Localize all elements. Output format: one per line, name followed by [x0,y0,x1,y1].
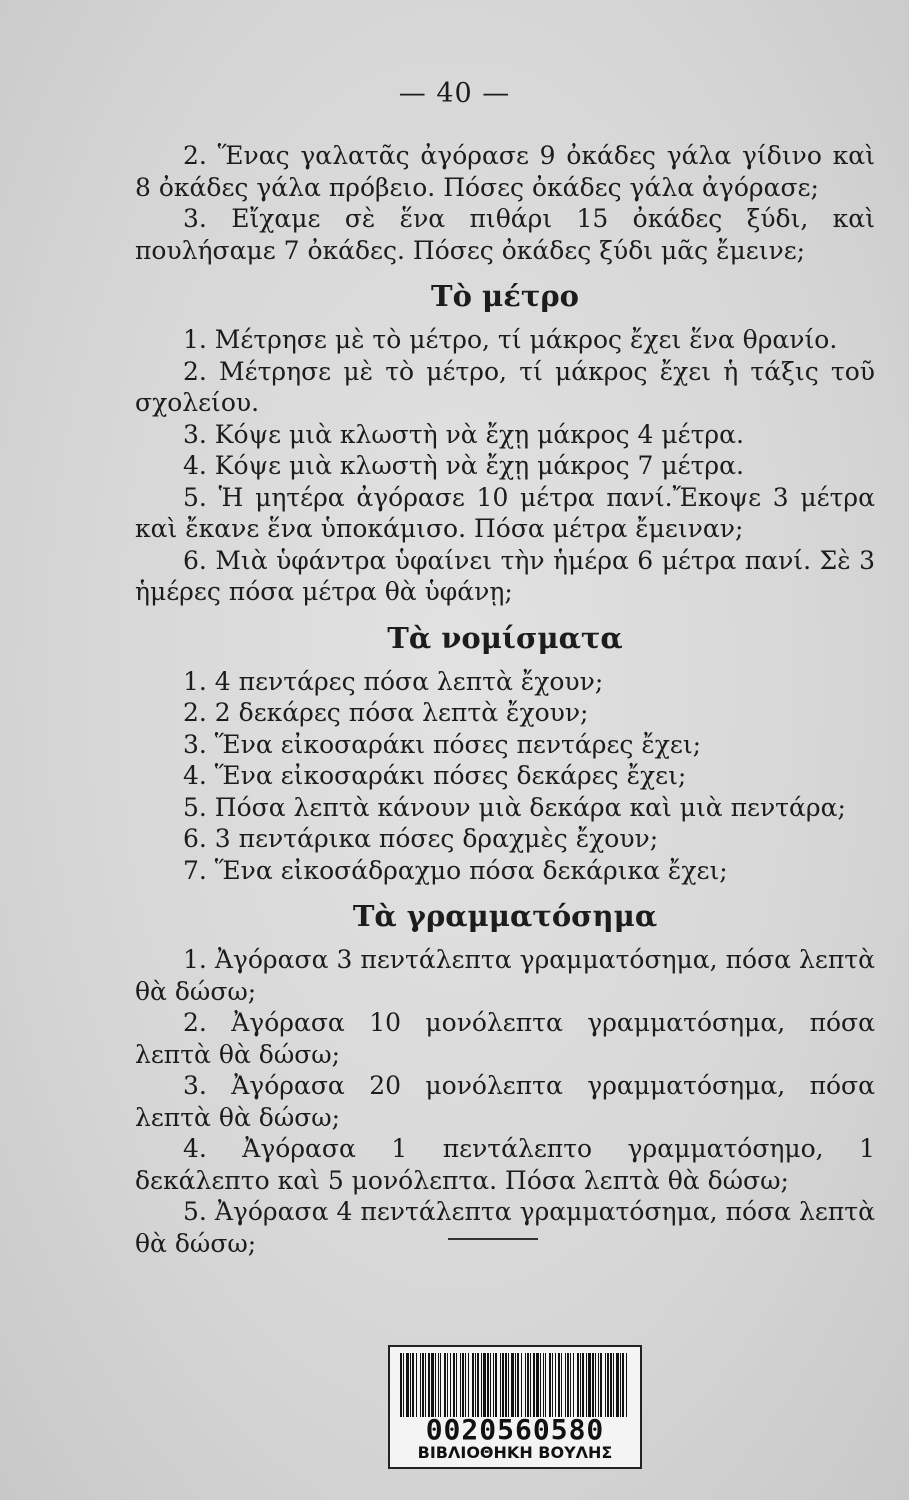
barcode-bar [598,1353,599,1417]
barcode-bar [570,1353,571,1417]
barcode-bar [444,1353,446,1417]
end-rule [448,1238,538,1240]
barcode-bar [586,1353,587,1417]
exercise-item: 5. Πόσα λεπτὰ κάνουν μιὰ δεκάρα καὶ μιὰ πεντάρα; [183,792,846,822]
section-heading-grammatosima: Τὰ γραμματόσημα [352,899,658,933]
exercise-item: 3. Ἕνα εἰκοσαράκι πόσες πεντάρες ἔχει; [183,729,702,759]
barcode-bar [462,1353,464,1417]
barcode-bar [400,1353,402,1417]
barcode-bar [533,1353,535,1417]
exercise-item: 3. Κόψε μιὰ κλωστὴ νὰ ἔχῃ μάκρος 4 μέτρα. [183,419,744,449]
exercise-item: 4. Ἕνα εἰκοσαράκι πόσες δεκάρες ἔχει; [183,761,687,790]
barcode-bar [438,1353,439,1417]
page-content [135,140,875,1259]
barcode-bar [527,1353,529,1417]
page-number: — 40 — [398,78,511,109]
barcode-bar [565,1353,566,1417]
barcode-bar [475,1353,476,1417]
exercise-item: 1. Ἀγόρασα 3 πεντάλεπτα γραμματόσημα, πόσα λεπτὰ θὰ δώσω; [135,945,875,1006]
barcode-bar [605,1353,606,1417]
barcode-bar [450,1353,451,1417]
stamp-number: 0020560580 [425,1413,605,1446]
exercise-item: 2. 2 δεκάρες πόσα λεπτὰ ἔχουν; [183,698,589,727]
barcode-bar [607,1353,609,1417]
barcode-bar [595,1353,596,1417]
barcode-bar [487,1353,489,1417]
barcode-bar [517,1353,519,1417]
barcode-bar [588,1353,591,1417]
barcode-bar [573,1353,574,1417]
exercise-item: 2. Μέτρησε μὲ τὸ μέτρο, τί μάκρος ἔχει ἡ τάξις τοῦ σχολείου. [135,356,875,417]
exercise-item: 7. Ἕνα εἰκοσάδραχμο πόσα δεκάρικα ἔχει; [183,855,728,885]
barcode-bar [561,1353,562,1417]
exercise-item: 1. 4 πεντάρες πόσα λεπτὰ ἔχουν; [183,666,604,696]
barcode-bar [545,1353,546,1417]
barcode-bar [616,1353,619,1417]
barcode-bar [425,1353,426,1417]
barcode-bar [420,1353,421,1417]
barcode-icon [398,1353,632,1417]
intro-paragraph: 2. Ἕνας γαλατᾶς ἀγόρασε 9 ὀκάδες γάλα γίδινο καὶ 8 ὀκάδες γάλα πρόβειο. Πόσες ὀκάδες γάλα ἀγόρασε; [135,141,875,202]
barcode-bar [500,1353,501,1417]
exercise-item: 1. Μέτρησε μὲ τὸ μέτρο, τί μάκρος ἔχει ἕνα θρανίο. [183,325,838,354]
barcode-bar [505,1353,507,1417]
barcode-bar [447,1353,448,1417]
barcode-bar [502,1353,504,1417]
barcode-bar [508,1353,509,1417]
barcode-bar [456,1353,457,1417]
barcode-bar [495,1353,497,1417]
barcode-bar [468,1353,469,1417]
exercise-item: 2. Ἀγόρασα 10 μονόλεπτα γραμματόσημα, πόσα λεπτὰ θὰ δώσω; [135,1008,875,1069]
barcode-bar [536,1353,539,1417]
section-heading-nomismata: Τὰ νομίσματα [387,620,623,655]
barcode-bar [530,1353,531,1417]
barcode-bar [580,1353,581,1417]
exercise-item: 3. Ἀγόρασα 20 μονόλεπτα γραμματόσημα, πόσα λεπτὰ θὰ δώσω; [135,1071,875,1132]
barcode-bar [472,1353,474,1417]
barcode-bar [493,1353,494,1417]
barcode-bar [543,1353,544,1417]
exercise-item: 4. Ἀγόρασα 1 πεντάλεπτο γραμματόσημο, 1 δεκάλεπτο καὶ 5 μονόλεπτα. Πόσα λεπτὰ θὰ δώσω; [135,1134,875,1195]
barcode-bar [431,1353,434,1417]
exercise-item: 4. Κόψε μιὰ κλωστὴ νὰ ἔχῃ μάκρος 7 μέτρα. [183,451,744,480]
barcode-bar [515,1353,516,1417]
barcode-bar [582,1353,584,1417]
section-heading-metro: Τὸ μέτρο [430,279,580,313]
stamp-label: ΒΙΒΛΙΟΘΗΚΗ ΒΟΥΛΗΣ [417,1443,613,1462]
barcode-bar [592,1353,594,1417]
barcode-bar [620,1353,621,1417]
library-stamp [388,1345,642,1469]
barcode-bar [525,1353,526,1417]
barcode-bar [577,1353,579,1417]
barcode-bar [622,1353,624,1417]
barcode-bar [453,1353,455,1417]
barcode-bar [428,1353,430,1417]
exercise-item: 5. Ἀγόρασα 4 πεντάλεπτα γραμματόσημα, πόσα λεπτὰ θὰ δώσω; [135,1197,875,1258]
barcode-bar [483,1353,486,1417]
barcode-bar [555,1353,556,1417]
barcode-bar [481,1353,482,1417]
barcode-bar [422,1353,424,1417]
barcode-bar [540,1353,541,1417]
barcode-bar [567,1353,569,1417]
barcode-bar [403,1353,404,1417]
barcode-bar [521,1353,522,1417]
barcode-bar [626,1353,627,1417]
barcode-bar [511,1353,514,1417]
barcode-bar [460,1353,461,1417]
barcode-bar [406,1353,409,1417]
barcode-bar [490,1353,491,1417]
barcode-bar [477,1353,479,1417]
barcode-bar [465,1353,466,1417]
barcode-bar [558,1353,560,1417]
exercise-item: 5. Ἡ μητέρα ἀγόρασε 10 μέτρα πανί.Ἔκοψε 3 μέτρα καὶ ἔκανε ἕνα ὑποκάμισο. Πόσα μέτρα ἔμειναν; [135,482,875,543]
exercise-item: 6. 3 πεντάρικα πόσες δραχμὲς ἔχουν; [183,824,659,853]
intro-paragraph: 3. Εἴχαμε σὲ ἕνα πιθάρι 15 ὀκάδες ξύδι, καὶ πουλήσαμε 7 ὀκάδες. Πόσες ὀκάδες ξύδι μᾶς ἔμεινε; [135,204,875,265]
barcode-bar [600,1353,602,1417]
barcode-bar [610,1353,612,1417]
barcode-bar [552,1353,553,1417]
barcode-bar [410,1353,411,1417]
barcode-bar [416,1353,417,1417]
barcode-bar [440,1353,441,1417]
exercise-item: 6. Μιὰ ὑφάντρα ὑφαίνει τὴν ἡμέρα 6 μέτρα πανί. Σὲ 3 ἡμέρες πόσα μέτρα θὰ ὑφάνῃ; [135,545,875,606]
barcode-bar [412,1353,414,1417]
barcode-bar [549,1353,551,1417]
barcode-bar [613,1353,614,1417]
barcode-bar [435,1353,436,1417]
